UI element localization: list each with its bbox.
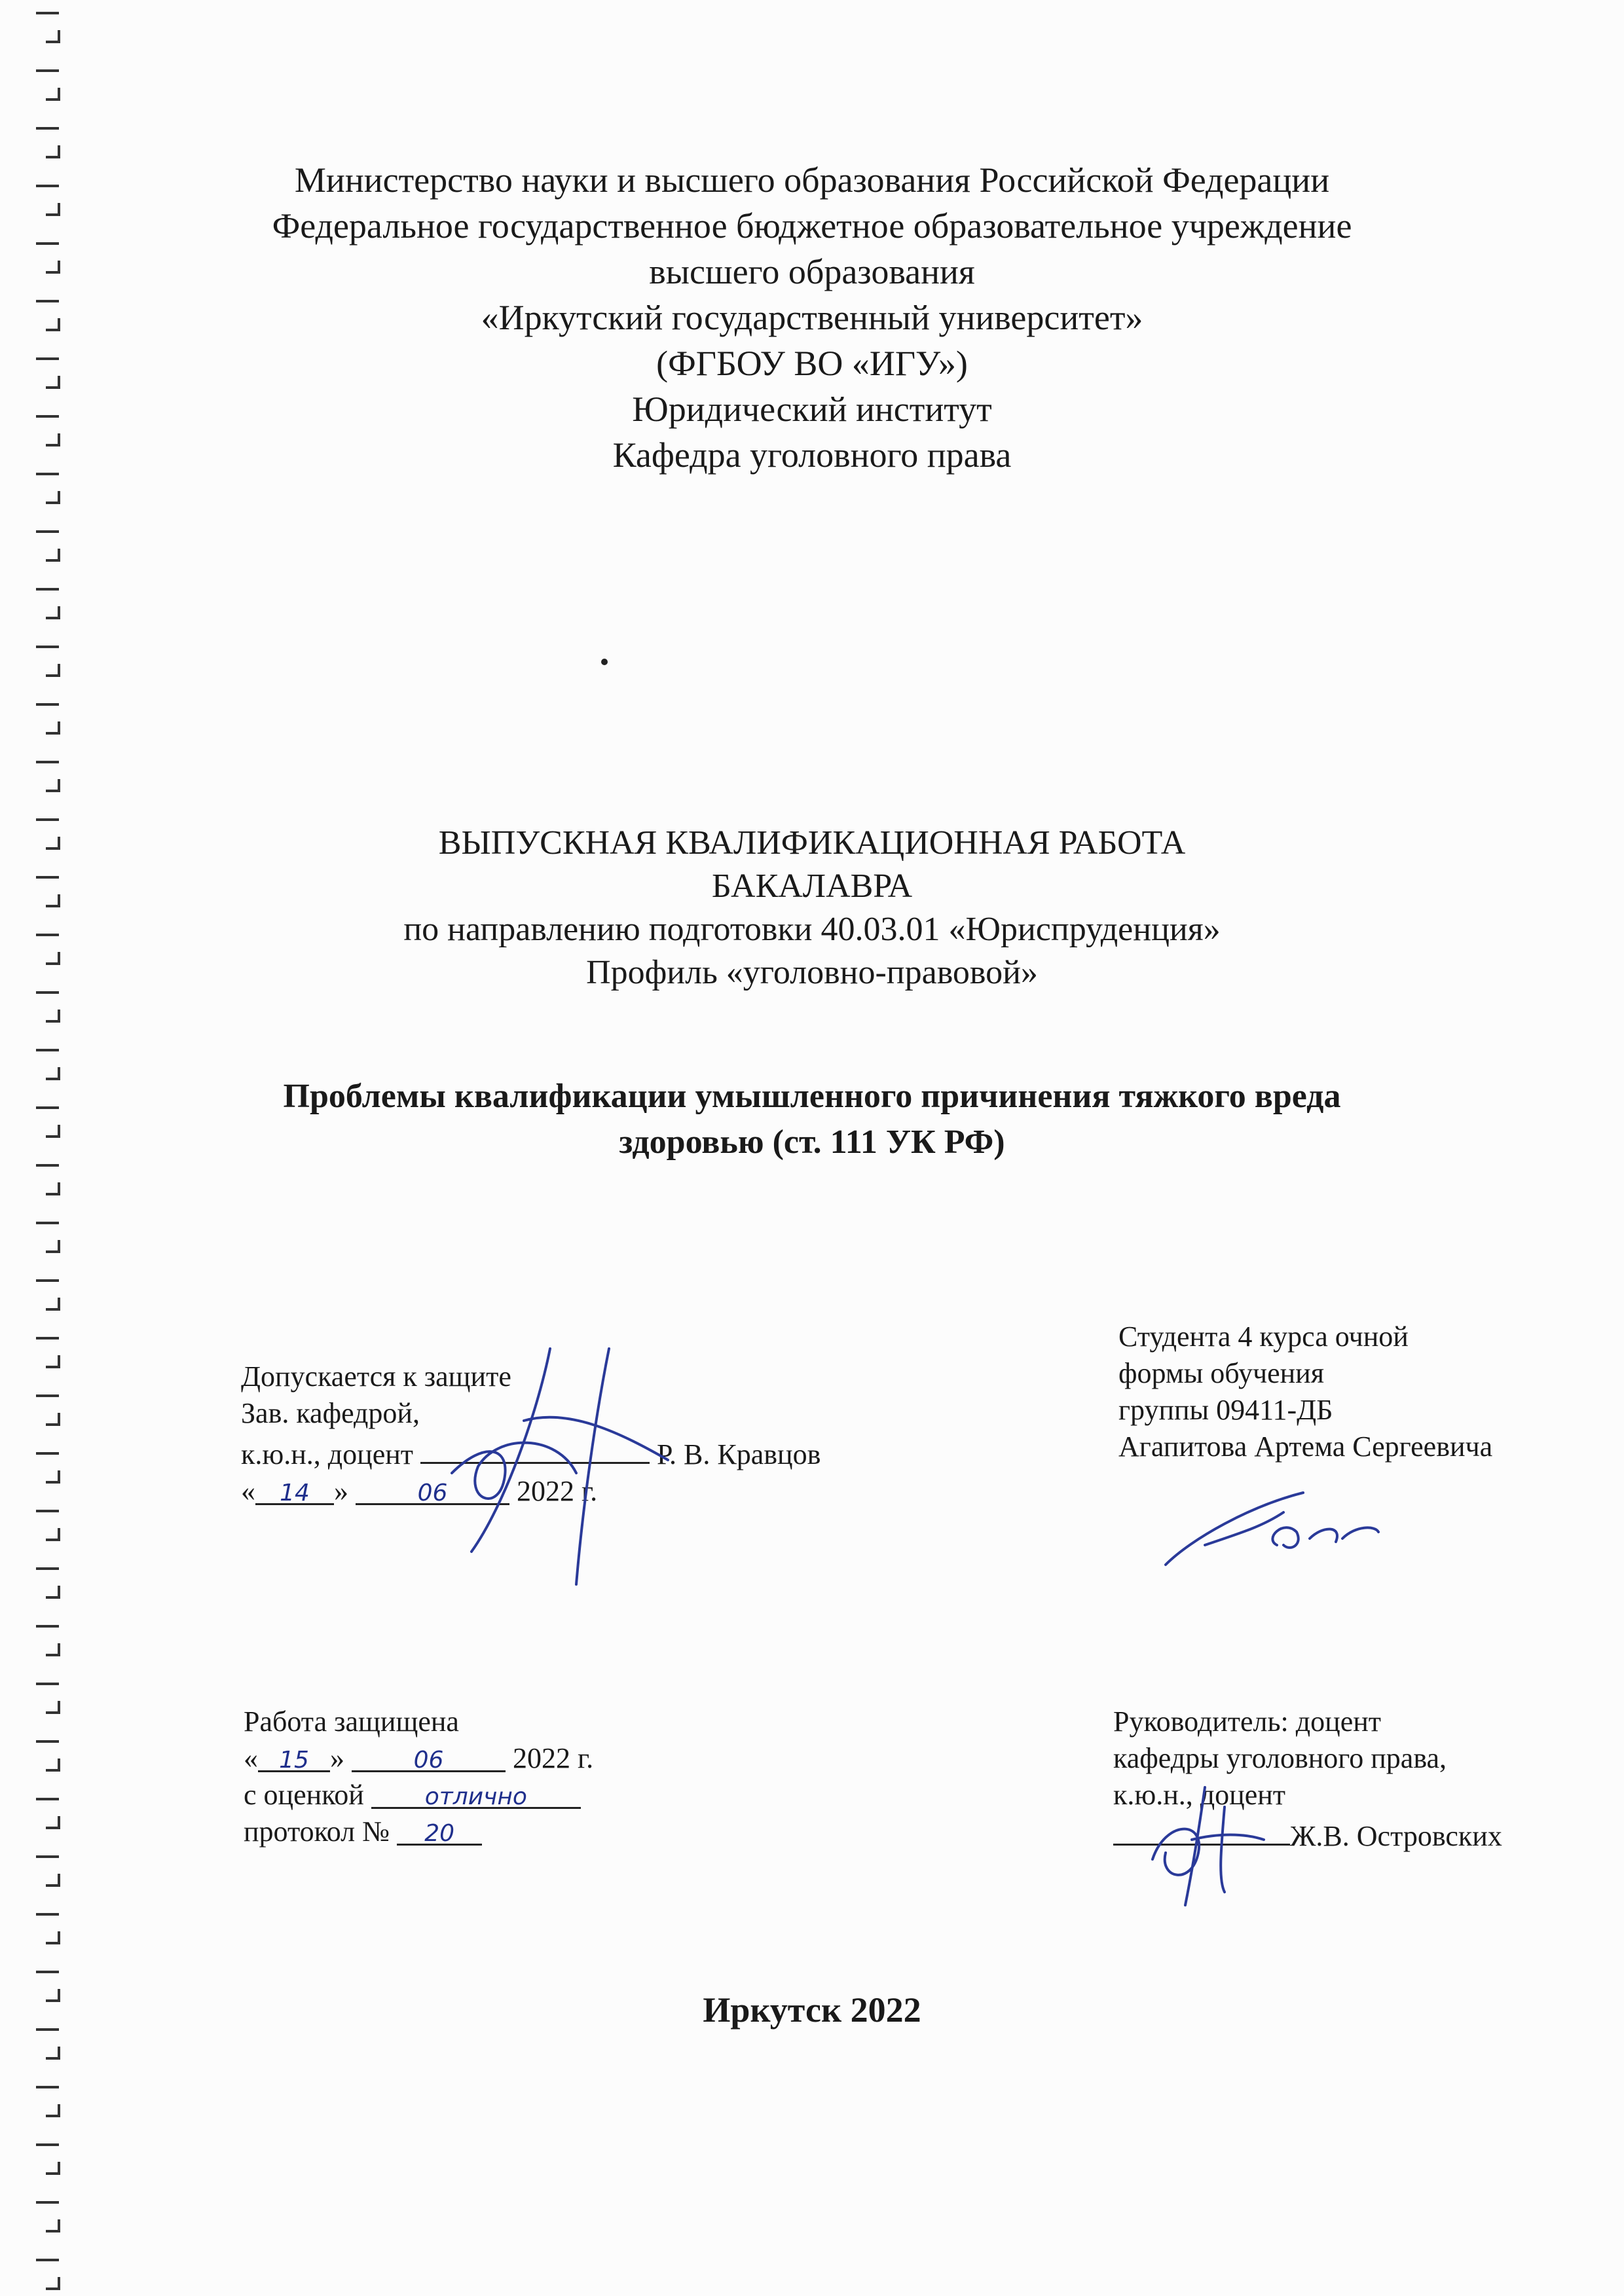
direction-line: по направлению подготовки 40.03.01 «Юриспруденция» xyxy=(403,911,1221,948)
binding-hole-mark xyxy=(36,474,59,503)
student-name: Агапитова Артема Сергеевича xyxy=(1118,1430,1493,1463)
binding-hole-mark xyxy=(36,993,59,1021)
binding-hole-mark xyxy=(36,589,59,618)
admission-date: « 14 » 06 2022 г. xyxy=(241,1473,821,1510)
student-group: группы 09411-ДБ xyxy=(1118,1394,1333,1426)
defense-grade: отлично xyxy=(371,1777,581,1809)
scan-speck xyxy=(601,659,608,665)
admission-line-2: Зав. кафедрой, xyxy=(241,1397,420,1429)
binding-hole-mark xyxy=(36,1857,59,1886)
binding-hole-mark xyxy=(36,2145,59,2174)
binding-hole-mark xyxy=(36,647,59,676)
student-block xyxy=(1118,1319,1492,1465)
binding-hole-mark xyxy=(36,1626,59,1655)
thesis-title xyxy=(0,1074,1624,1165)
binding-hole-mark xyxy=(36,1799,59,1828)
binding-hole-mark xyxy=(36,1396,59,1425)
education-level-line: высшего образования xyxy=(649,252,975,291)
binding-hole-mark xyxy=(36,2030,59,2058)
supervisor-name: Ж.В. Островских xyxy=(1290,1820,1502,1852)
supervisor-signature xyxy=(1126,1781,1277,1912)
work-type-line-2: БАКАЛАВРА xyxy=(711,867,913,905)
defense-line-1: Работа защищена xyxy=(244,1705,459,1738)
university-name-line: «Иркутский государственный университет» xyxy=(481,298,1143,337)
binding-hole-mark xyxy=(36,1338,59,1367)
head-name: Р. В. Кравцов xyxy=(657,1438,821,1470)
university-abbr-line: (ФГБОУ ВО «ИГУ») xyxy=(656,344,968,383)
admission-day: 14 xyxy=(255,1473,334,1505)
profile-line: Профиль «уголовно-правовой» xyxy=(586,954,1038,991)
defense-block xyxy=(244,1704,593,1850)
binding-hole-mark xyxy=(36,704,59,733)
admission-year: 2022 г. xyxy=(517,1475,598,1507)
defense-grade-line: с оценкой отлично xyxy=(244,1777,593,1813)
head-degree: к.ю.н., доцент xyxy=(241,1438,414,1470)
defense-protocol-number: 20 xyxy=(397,1813,482,1846)
binding-hole-mark xyxy=(36,1569,59,1597)
city-year: Иркутск 2022 xyxy=(703,1990,921,2030)
defense-date: « 15 » 06 2022 г. xyxy=(244,1740,593,1777)
university-type-line: Федеральное государственное бюджетное образовательное учреждение xyxy=(272,206,1352,246)
thesis-title-line-1: Проблемы квалификации умышленного причинения тяжкого вреда xyxy=(283,1078,1341,1115)
binding-hole-mark xyxy=(36,2087,59,2116)
student-course: Студента 4 курса очной xyxy=(1118,1321,1409,1353)
institution-header xyxy=(0,157,1624,478)
defense-day: 15 xyxy=(258,1740,330,1772)
head-signature xyxy=(426,1336,701,1597)
student-form: формы обучения xyxy=(1118,1357,1324,1389)
binding-hole-mark xyxy=(36,762,59,791)
binding-hole-mark xyxy=(36,1511,59,1540)
defense-protocol-line: протокол № 20 xyxy=(244,1813,593,1850)
binding-hole-mark xyxy=(36,1741,59,1770)
binding-hole-mark xyxy=(36,1914,59,1943)
work-type-block xyxy=(0,822,1624,994)
binding-hole-mark xyxy=(36,2260,59,2289)
thesis-title-line-2: здоровью (ст. 111 УК РФ) xyxy=(619,1123,1005,1161)
defense-month: 06 xyxy=(352,1740,506,1772)
binding-hole-mark xyxy=(36,2202,59,2231)
admission-line-1: Допускается к защите xyxy=(241,1360,511,1393)
binding-hole-mark xyxy=(36,532,59,560)
binding-hole-mark xyxy=(36,1684,59,1713)
binding-hole-mark xyxy=(36,13,59,42)
binding-hole-mark xyxy=(36,128,59,157)
binding-hole-mark xyxy=(36,1223,59,1252)
institute-line: Юридический институт xyxy=(632,390,992,429)
work-type-line-1: ВЫПУСКНАЯ КВАЛИФИКАЦИОННАЯ РАБОТА xyxy=(438,824,1186,862)
binding-hole-mark xyxy=(36,1165,59,1194)
ministry-line: Министерство науки и высшего образования Российской Федерации xyxy=(294,160,1330,200)
supervisor-position: Руководитель: доцент xyxy=(1113,1705,1381,1738)
admission-month: 06 xyxy=(356,1473,509,1505)
binding-hole-mark xyxy=(36,1281,59,1309)
binding-hole-mark xyxy=(36,1453,59,1482)
department-line: Кафедра уголовного права xyxy=(612,435,1012,475)
binding-hole-mark xyxy=(36,71,59,100)
defense-year: 2022 г. xyxy=(513,1742,594,1774)
student-signature xyxy=(1153,1473,1388,1584)
supervisor-degree: к.ю.н., доцент xyxy=(1113,1779,1286,1811)
supervisor-department: кафедры уголовного права, xyxy=(1113,1742,1447,1774)
